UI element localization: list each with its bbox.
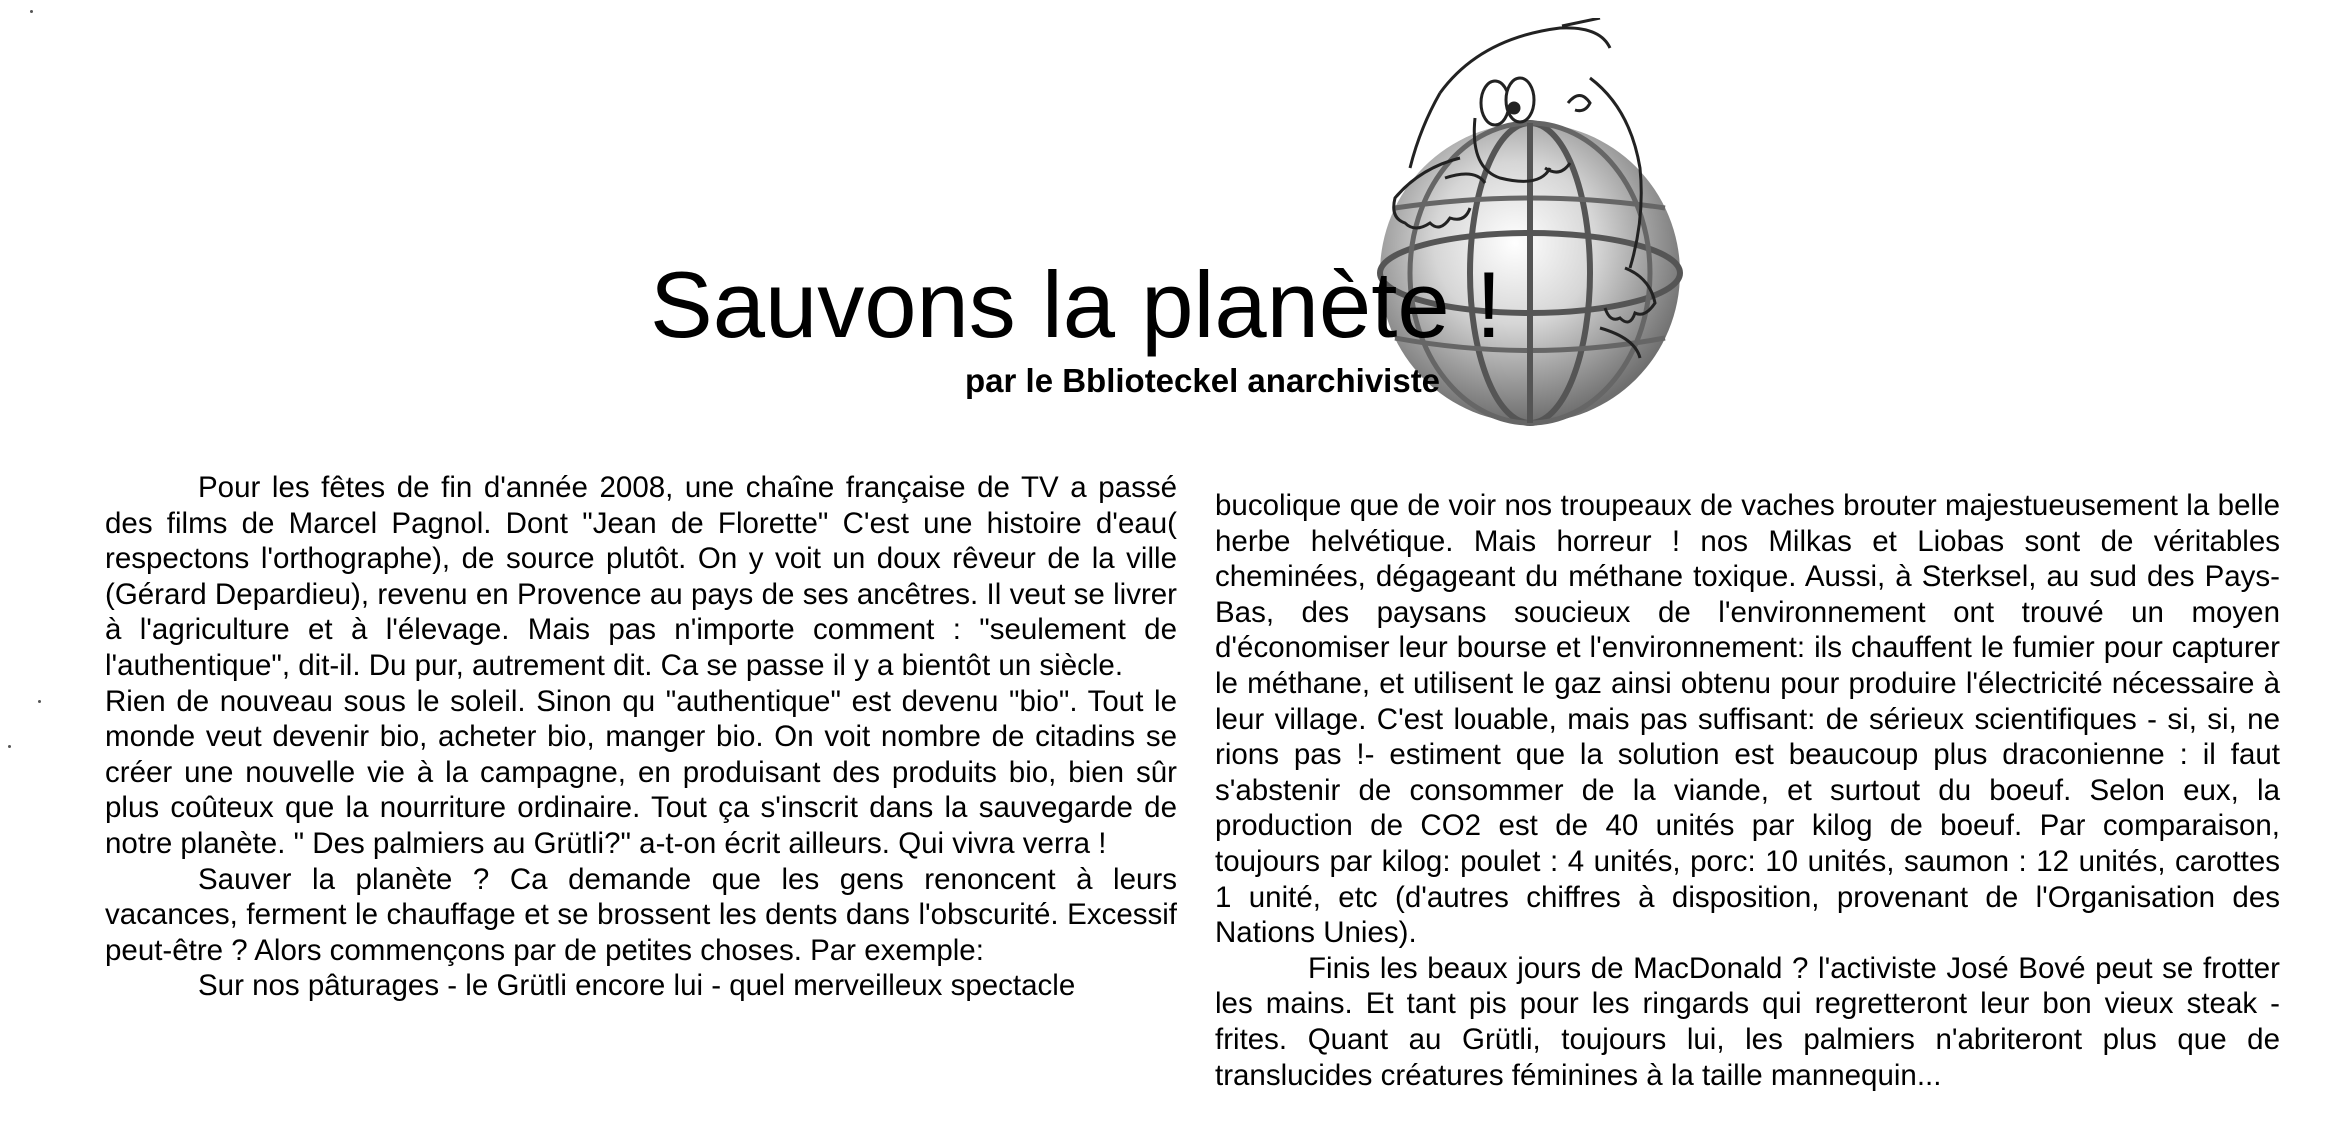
right-column xyxy=(1215,488,2280,1093)
paragraph: Rien de nouveau sous le soleil. Sinon qu "authentique" est devenu "bio". Tout le monde veut devenir bio, acheter bio, manger bio. On voit nombre de citadins se créer une nouvelle vie à la campagne, en produisant des produits bio, bien sûr plus coûteux que la nourriture ordinaire. Tout ça s'inscrit dans la sauvegarde de notre planète. " Des palmiers au Grütli?" a-t-on écrit ailleurs. Qui vivra verra ! xyxy=(105,684,1177,860)
paragraph: Finis les beaux jours de MacDonald ? l'activiste José Bové peut se frotter les mains. Et tant pis pour les ringards qui regretteront leur bon vieux steak -frites. Quant au Grütli, toujours lui, les palmiers n'abriteront plus que de translucides créatures féminines à la taille mannequin... xyxy=(1215,951,2280,1092)
left-column xyxy=(105,470,1177,1004)
scan-speck xyxy=(8,745,11,748)
paragraph: bucolique que de voir nos troupeaux de vaches brouter majestueusement la belle herbe helvétique. Mais horreur ! nos Milkas et Liobas sont de véritables cheminées, dégageant du méthane toxique. Aussi, à Sterksel, au sud des Pays-Bas, des paysans soucieux de l'environnement ont trouvé un moyen d'économiser leur bourse et l'environnement: ils chauffent le fumier pour capturer le méthane, et utilisent le gaz ainsi obtenu pour produire l'électricité nécessaire à leur village. C'est louable, mais pas suffisant: de sérieux scientifiques - si, si, ne rions pas !- estiment que la solution est beaucoup plus draconienne : il faut s'abstenir de consommer de la viande, et surtout du boeuf. Selon eux, la production de CO2 est de 40 unités par kilog de boeuf. Par comparaison, toujours par kilog: poulet : 4 unités, porc: 10 unités, saumon : 12 unités, carottes 1 unité, etc (d'autres chiffres à disposition, provenant de l'Organisation des Nations Unies). xyxy=(1215,489,2280,950)
scan-speck xyxy=(38,700,41,703)
article-byline: par le Bblioteckel anarchiviste xyxy=(965,362,1441,399)
paragraph: Pour les fêtes de fin d'année 2008, une chaîne française de TV a passé des films de Marcel Pagnol. Dont "Jean de Florette" C'est une histoire d'eau( respectons l'orthographe), de source plutôt. On y voit un doux rêveur de la ville (Gérard Depardieu), revenu en Provence au pays de ses ancêtres. Il veut se livrer à l'agriculture et à l'élevage. Mais pas n'importe comment : "seulement de l'authentique", dit-il. Du pur, autrement dit. Ca se passe il y a bientôt un siècle. xyxy=(105,471,1177,682)
article-title: Sauvons la planète ! xyxy=(650,252,1502,357)
paragraph: Sur nos pâturages - le Grütli encore lui - quel merveilleux spectacle xyxy=(198,969,1076,1003)
paragraph: Sauver la planète ? Ca demande que les gens renoncent à leurs vacances, ferment le chauffage et se brossent les dents dans l'obscurité. Excessif peut-être ? Alors commençons par de petites choses. Par exemple: xyxy=(105,862,1177,967)
scan-speck xyxy=(30,10,33,13)
